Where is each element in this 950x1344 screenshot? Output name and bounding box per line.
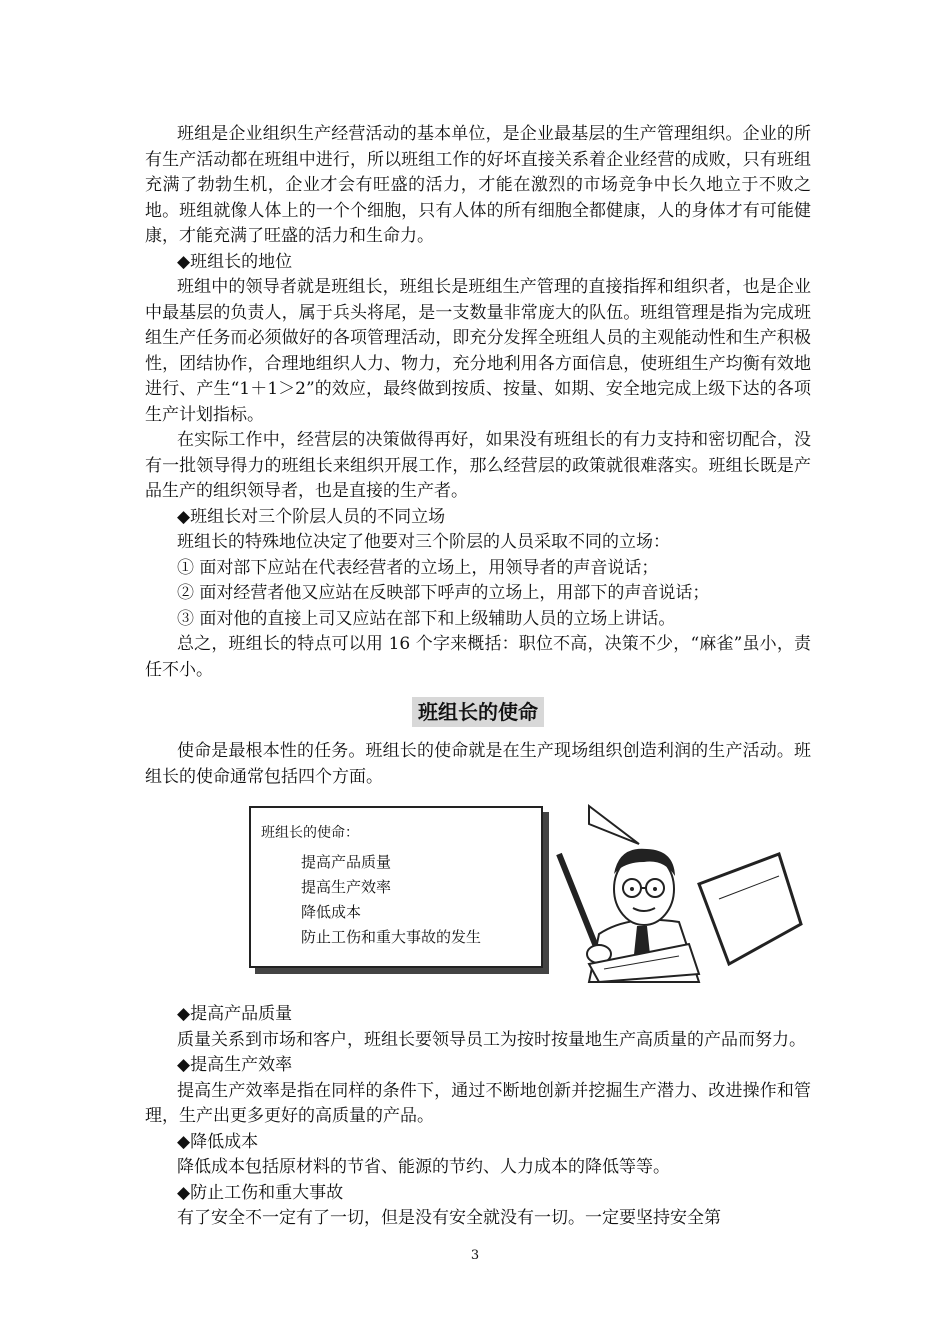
section-heading-wrap	[145, 697, 811, 727]
mission-intro	[145, 739, 811, 790]
mission-item: 提高产品质量	[301, 853, 392, 871]
subheading: ◆提高产品质量	[177, 1004, 293, 1024]
section-title: 班组长的使命	[412, 697, 544, 727]
intro-paragraphs	[145, 122, 811, 683]
mission-list	[301, 850, 481, 950]
paragraph: ① 面对部下应站在代表经营者的立场上，用领导者的声音说话；	[177, 557, 659, 578]
mission-item: 防止工伤和重大事故的发生	[301, 928, 482, 946]
subheading: ◆班组长的地位	[177, 251, 293, 272]
paragraph: ② 面对经营者他又应站在反映部下呼声的立场上，用部下的声音说话；	[177, 583, 710, 603]
cartoon-manager-icon	[529, 804, 809, 984]
paragraph: 班组是企业组织生产经营活动的基本单位，是企业最基层的生产管理组织。企业的所有生产活动都在班组中进行，所以班组工作的好坏直接关系着企业经营的成败，只有班组充满了勃勃生机，企业才会有旺盛的活力，才能在激烈的市场竞争中长久地立于不败之地。班组就像人体上的一个个细胞，只有人体的所有细胞全都健康，人的身体才有可能健康，才能充满了旺盛的活力和生命力。	[145, 124, 811, 246]
paragraph: 总之，班组长的特点可以用 16 个字来概括：职位不高，决策不少，“麻雀”虽小，责任不小。	[145, 634, 811, 680]
subheading: ◆防止工伤和重大事故	[177, 1182, 344, 1203]
mission-details	[145, 1002, 811, 1232]
mission-figure	[249, 804, 809, 984]
subheading: ◆降低成本	[177, 1131, 259, 1152]
paragraph: 在实际工作中，经营层的决策做得再好，如果没有班组长的有力支持和密切配合，没有一批领导得力的班组长来组织开展工作，那么经营层的政策就很难落实。班组长既是产品生产的组织领导者，也是直接的生产者。	[145, 430, 811, 501]
speech-bubble	[249, 806, 543, 968]
paragraph: 提高生产效率是指在同样的条件下，通过不断地创新并挖掘生产潜力、改进操作和管理，生产出更多更好的高质量的产品。	[145, 1080, 811, 1126]
paragraph: 有了安全不一定有了一切，但是没有安全就没有一切。一定要坚持安全第	[177, 1208, 721, 1228]
subheading: ◆提高生产效率	[177, 1055, 293, 1075]
bubble-title: 班组长的使命：	[261, 825, 359, 841]
page-number: 3	[470, 1248, 480, 1263]
mission-item: 提高生产效率	[301, 878, 392, 896]
paragraph: ③ 面对他的直接上司又应站在部下和上级辅助人员的立场上讲话。	[177, 608, 676, 629]
paragraph: 使命是最根本性的任务。班组长的使命就是在生产现场组织创造利润的生产活动。班组长的使命通常包括四个方面。	[145, 741, 811, 787]
mission-item: 降低成本	[301, 903, 362, 921]
document-body	[145, 122, 811, 1232]
paragraph: 班组中的领导者就是班组长，班组长是班组生产管理的直接指挥和组织者，也是企业中最基层的负责人，属于兵头将尾，是一支数量非常庞大的队伍。班组管理是指为完成班组生产任务而必须做好的各项管理活动，即充分发挥全班组人员的主观能动性和生产积极性，团结协作，合理地组织人力、物力，充分地利用各方面信息，使班组生产均衡有效地进行、产生“1＋1＞2”的效应，最终做到按质、按量、如期、安全地完成上级下达的各项生产计划指标。	[145, 277, 811, 425]
subheading: ◆班组长对三个阶层人员的不同立场	[177, 506, 446, 527]
paragraph: 降低成本包括原材料的节省、能源的节约、人力成本的降低等等。	[177, 1157, 670, 1177]
paragraph: 班组长的特殊地位决定了他要对三个阶层的人员采取不同的立场：	[177, 532, 670, 552]
paragraph: 质量关系到市场和客户，班组长要领导员工为按时按量地生产高质量的产品而努力。	[177, 1029, 806, 1050]
